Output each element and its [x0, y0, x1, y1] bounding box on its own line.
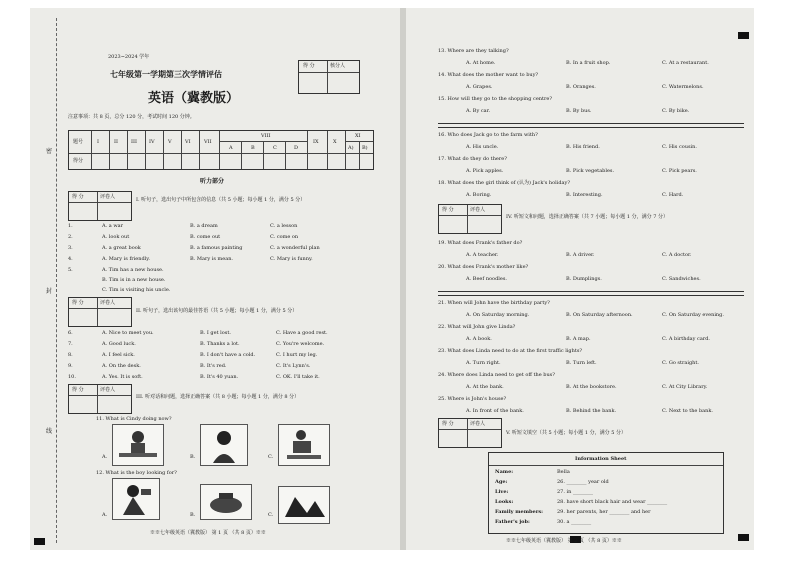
q11-option-a-label: A. — [102, 454, 108, 460]
q10-option-b: B. It's 40 yuan. — [200, 374, 239, 380]
col-2: II — [114, 139, 118, 145]
col-11: XI — [355, 133, 361, 139]
col-11-sub-b: B) — [362, 145, 368, 151]
information-sheet — [488, 452, 724, 534]
exam-page-2 — [406, 8, 754, 550]
q23-question: 23. What does Linda need to do at the first traffic lights? — [438, 348, 583, 354]
q11-picture-b — [200, 424, 248, 466]
q7-option-b: B. Thanks a lot. — [200, 341, 240, 347]
grader-box-4 — [438, 204, 502, 234]
q14-option-a: A. Grapes. — [466, 84, 493, 90]
info-family-value: 29. her parents, her ________ and her — [557, 509, 651, 515]
col-6: VI — [185, 139, 191, 145]
q19-option-b: B. A driver. — [566, 252, 595, 258]
grader-score-label: 得 分 — [442, 207, 454, 213]
q3-option-b: B. a famous painting — [190, 245, 243, 251]
q19-option-a: A. A teacher. — [466, 252, 499, 258]
q13-option-c: C. At a restaurant. — [662, 60, 709, 66]
q1-option-a: A. a war — [102, 223, 124, 229]
q11-question: 11. What is Cindy doing now? — [96, 416, 172, 422]
grader-box-1 — [68, 191, 132, 221]
q16-option-a: A. His uncle. — [466, 144, 499, 150]
q3-option-c: C. a wonderful plan — [270, 245, 320, 251]
q7-option-a: A. Good luck. — [102, 341, 136, 347]
q22-question: 22. What will John give Linda? — [438, 324, 516, 330]
q18-option-b: B. Interesting. — [566, 192, 603, 198]
col-8-sub-a: A — [229, 145, 233, 151]
q16-question: 16. Who does Jack go to the farm with? — [438, 132, 538, 138]
q25-question: 25. Where is John's house? — [438, 396, 507, 402]
q25-option-b: B. Behind the bank. — [566, 408, 617, 414]
col-5: V — [168, 139, 172, 145]
section-5-heading: V. 听短文填空（共 5 小题；每小题 1 分，满分 5 分） — [506, 430, 626, 436]
q10-number: 10. — [68, 374, 76, 380]
q8-option-c: C. I hurt my leg. — [276, 352, 318, 358]
q7-option-c: C. You're welcome. — [276, 341, 325, 347]
q1-option-c: C. a lesson — [270, 223, 298, 229]
score-table-row1-label: 题号 — [73, 139, 84, 145]
q5-option-c: C. Tim is visiting his uncle. — [102, 287, 171, 293]
q12-option-c-label: C. — [268, 512, 274, 518]
q2-number: 2. — [68, 234, 73, 240]
q13-option-b: B. In a fruit shop. — [566, 60, 611, 66]
q10-option-c: C. OK. I'll take it. — [276, 374, 320, 380]
info-name-value: Bella — [557, 469, 570, 475]
q14-option-c: C. Watermelons. — [662, 84, 704, 90]
registration-mark — [738, 534, 749, 541]
section-1-heading: I. 听句子，选出句子中所包含的信息（共 5 小题；每小题 1 分，满分 5 分） — [136, 197, 306, 203]
q4-option-c: C. Mary is funny. — [270, 256, 313, 262]
q9-number: 9. — [68, 363, 73, 369]
section-divider — [438, 123, 744, 128]
section-3-heading: III. 听对话和问题，选择正确答案（共 8 小题；每小题 1 分，满分 8 分） — [136, 394, 300, 400]
q17-question: 17. What do they do there? — [438, 156, 507, 162]
grader-box-2 — [68, 297, 132, 327]
grader-score-label: 得 分 — [72, 387, 84, 393]
q21-option-c: C. On Saturday evening. — [662, 312, 724, 318]
school-year: 2023~2024 学年 — [108, 54, 150, 60]
col-8-sub-d: D — [294, 145, 299, 151]
q6-option-c: C. Have a good rest. — [276, 330, 328, 336]
q20-question: 20. What does Frank's mother like? — [438, 264, 529, 270]
q5-number: 5. — [68, 267, 73, 273]
q21-option-b: B. On Saturday afternoon. — [566, 312, 633, 318]
grader-box-3 — [68, 384, 132, 414]
q9-option-a: A. On the desk. — [102, 363, 141, 369]
q12-option-a-label: A. — [102, 512, 108, 518]
q17-option-a: A. Pick apples. — [466, 168, 504, 174]
info-job-value: 30. a ________ — [557, 519, 592, 525]
q2-option-a: A. look out — [102, 234, 130, 240]
score-box-label: 得 分 — [303, 63, 315, 69]
exam-subject: 英语（冀教版） — [148, 91, 240, 106]
q14-question: 14. What does the mother want to buy? — [438, 72, 539, 78]
section-2-heading: II. 听句子，选出该句的最佳答语（共 5 小题；每小题 1 分，满分 5 分） — [136, 308, 298, 314]
info-age-value: 26. ________ year old — [557, 479, 609, 485]
info-live-key: Live: — [495, 489, 509, 495]
q15-option-a: A. By car. — [466, 108, 491, 114]
col-8: VIII — [261, 133, 271, 139]
exam-notice: 注意事项：共 8 页，总分 120 分，考试时间 120 分钟。 — [68, 114, 195, 120]
registration-mark — [34, 538, 45, 545]
q11-picture-a — [112, 424, 164, 466]
q19-option-c: C. A doctor. — [662, 252, 692, 258]
q1-option-b: B. a dream — [190, 223, 218, 229]
q5-option-b: B. Tim is in a new house. — [102, 277, 166, 283]
q12-picture-b — [200, 484, 252, 520]
col-1: I — [97, 139, 99, 145]
page-2-footer: ※※七年级英语（冀教版） 第 2 页 （共 8 页）※※ — [506, 538, 622, 544]
q25-option-c: C. Next to the bank. — [662, 408, 713, 414]
registration-mark — [738, 32, 749, 39]
q3-number: 3. — [68, 245, 73, 251]
score-table-row2-label: 得分 — [73, 158, 84, 164]
q22-option-b: B. A map. — [566, 336, 591, 342]
grader-score-label: 得 分 — [72, 300, 84, 306]
total-score-box — [298, 60, 360, 94]
q6-option-a: A. Nice to meet you. — [102, 330, 154, 336]
q5-option-a: A. Tim has a new house. — [102, 267, 164, 273]
q22-option-a: A. A book. — [466, 336, 492, 342]
q16-option-b: B. His friend. — [566, 144, 600, 150]
q15-option-b: B. By bus. — [566, 108, 592, 114]
q23-option-a: A. Turn right. — [466, 360, 501, 366]
checker-box-label: 核分人 — [330, 63, 346, 69]
q9-option-c: C. It's Lynn's. — [276, 363, 311, 369]
page-1-footer: ※※七年级英语（冀教版） 第 1 页 （共 8 页）※※ — [150, 530, 266, 536]
q6-number: 6. — [68, 330, 73, 336]
q25-option-a: A. In front of the bank. — [466, 408, 524, 414]
q23-option-c: C. Go straight. — [662, 360, 699, 366]
section-4-heading: IV. 听短文和问题，选择正确答案（共 7 小题；每小题 1 分，满分 7 分） — [506, 214, 668, 220]
q24-option-c: C. At City Library. — [662, 384, 708, 390]
q23-option-b: B. Turn left. — [566, 360, 597, 366]
q3-option-a: A. a great book — [102, 245, 141, 251]
q24-option-a: A. At the bank. — [466, 384, 504, 390]
information-sheet-title: Information Sheet — [575, 456, 627, 462]
q8-option-a: A. I feel sick. — [102, 352, 135, 358]
q12-picture-a — [112, 478, 160, 520]
q15-question: 15. How will they go to the shopping centre? — [438, 96, 553, 102]
q19-question: 19. What does Frank's father do? — [438, 240, 523, 246]
q24-option-b: B. At the bookstore. — [566, 384, 617, 390]
q16-option-c: C. His cousin. — [662, 144, 697, 150]
info-age-key: Age: — [495, 479, 508, 485]
q20-option-c: C. Sandwiches. — [662, 276, 701, 282]
q12-option-b-label: B. — [190, 512, 196, 518]
q15-option-c: C. By bike. — [662, 108, 690, 114]
col-7: VII — [204, 139, 212, 145]
grader-name-label: 评卷人 — [100, 194, 116, 200]
info-live-value: 27. in ________ — [557, 489, 593, 495]
q8-number: 8. — [68, 352, 73, 358]
q12-question: 12. What is the boy looking for? — [96, 470, 177, 476]
q21-question: 21. When will John have the birthday party? — [438, 300, 550, 306]
binding-char-xian: 线 — [46, 428, 53, 435]
listening-title: 听力部分 — [200, 178, 225, 185]
info-family-key: Family members: — [495, 509, 543, 515]
exam-title: 七年级第一学期第三次学情评估 — [110, 69, 222, 79]
q13-question: 13. Where are they talking? — [438, 48, 509, 54]
col-4: IV — [149, 139, 155, 145]
q18-question: 18. What does the girl think of (认为) Jack's holiday? — [438, 180, 571, 186]
q21-option-a: A. On Saturday morning. — [466, 312, 530, 318]
q11-picture-c — [278, 424, 330, 466]
q1-number: 1. — [68, 223, 73, 229]
grader-name-label: 评卷人 — [470, 421, 486, 427]
col-3: III — [131, 139, 137, 145]
col-11-sub-a: A) — [348, 145, 354, 151]
q8-option-b: B. I don't have a cold. — [200, 352, 256, 358]
q20-option-b: B. Dumplings. — [566, 276, 602, 282]
grader-name-label: 评卷人 — [100, 300, 116, 306]
q20-option-a: A. Beef noodles. — [466, 276, 507, 282]
info-looks-value: 28. have short black hair and wear ________ — [557, 499, 668, 505]
q14-option-b: B. Oranges. — [566, 84, 596, 90]
score-table — [68, 130, 374, 170]
q12-picture-c — [278, 486, 330, 524]
info-looks-key: Looks: — [495, 499, 514, 505]
q11-option-c-label: C. — [268, 454, 274, 460]
col-9: IX — [313, 139, 319, 145]
q22-option-c: C. A birthday card. — [662, 336, 711, 342]
binding-dashed-line — [56, 18, 57, 543]
grader-score-label: 得 分 — [442, 421, 454, 427]
q6-option-b: B. I get lost. — [200, 330, 231, 336]
section-divider — [438, 291, 744, 296]
grader-box-5 — [438, 418, 502, 448]
binding-char-feng: 封 — [46, 288, 53, 295]
q11-option-b-label: B. — [190, 454, 196, 460]
exam-page-1 — [30, 8, 400, 550]
q4-option-a: A. Mary is friendly. — [102, 256, 151, 262]
col-8-sub-b: B — [251, 145, 255, 151]
exam-photo — [30, 8, 754, 550]
q24-question: 24. Where does Linda need to get off the bus? — [438, 372, 555, 378]
grader-name-label: 评卷人 — [470, 207, 486, 213]
q10-option-a: A. Yes. It is soft. — [102, 374, 143, 380]
info-name-key: Name: — [495, 469, 514, 475]
q17-option-c: C. Pick pears. — [662, 168, 697, 174]
info-job-key: Father's job: — [495, 519, 530, 525]
col-8-sub-c: C — [273, 145, 277, 151]
q17-option-b: B. Pick vegetables. — [566, 168, 615, 174]
grader-score-label: 得 分 — [72, 194, 84, 200]
q13-option-a: A. At home. — [466, 60, 496, 66]
q4-number: 4. — [68, 256, 73, 262]
grader-name-label: 评卷人 — [100, 387, 116, 393]
q2-option-b: B. come out — [190, 234, 221, 240]
q9-option-b: B. It's red. — [200, 363, 227, 369]
binding-char-mi: 密 — [46, 148, 53, 155]
q4-option-b: B. Mary is mean. — [190, 256, 234, 262]
q7-number: 7. — [68, 341, 73, 347]
col-10: X — [333, 139, 337, 145]
q18-option-c: C. Hard. — [662, 192, 684, 198]
q2-option-c: C. come on — [270, 234, 299, 240]
q18-option-a: A. Boring. — [466, 192, 492, 198]
